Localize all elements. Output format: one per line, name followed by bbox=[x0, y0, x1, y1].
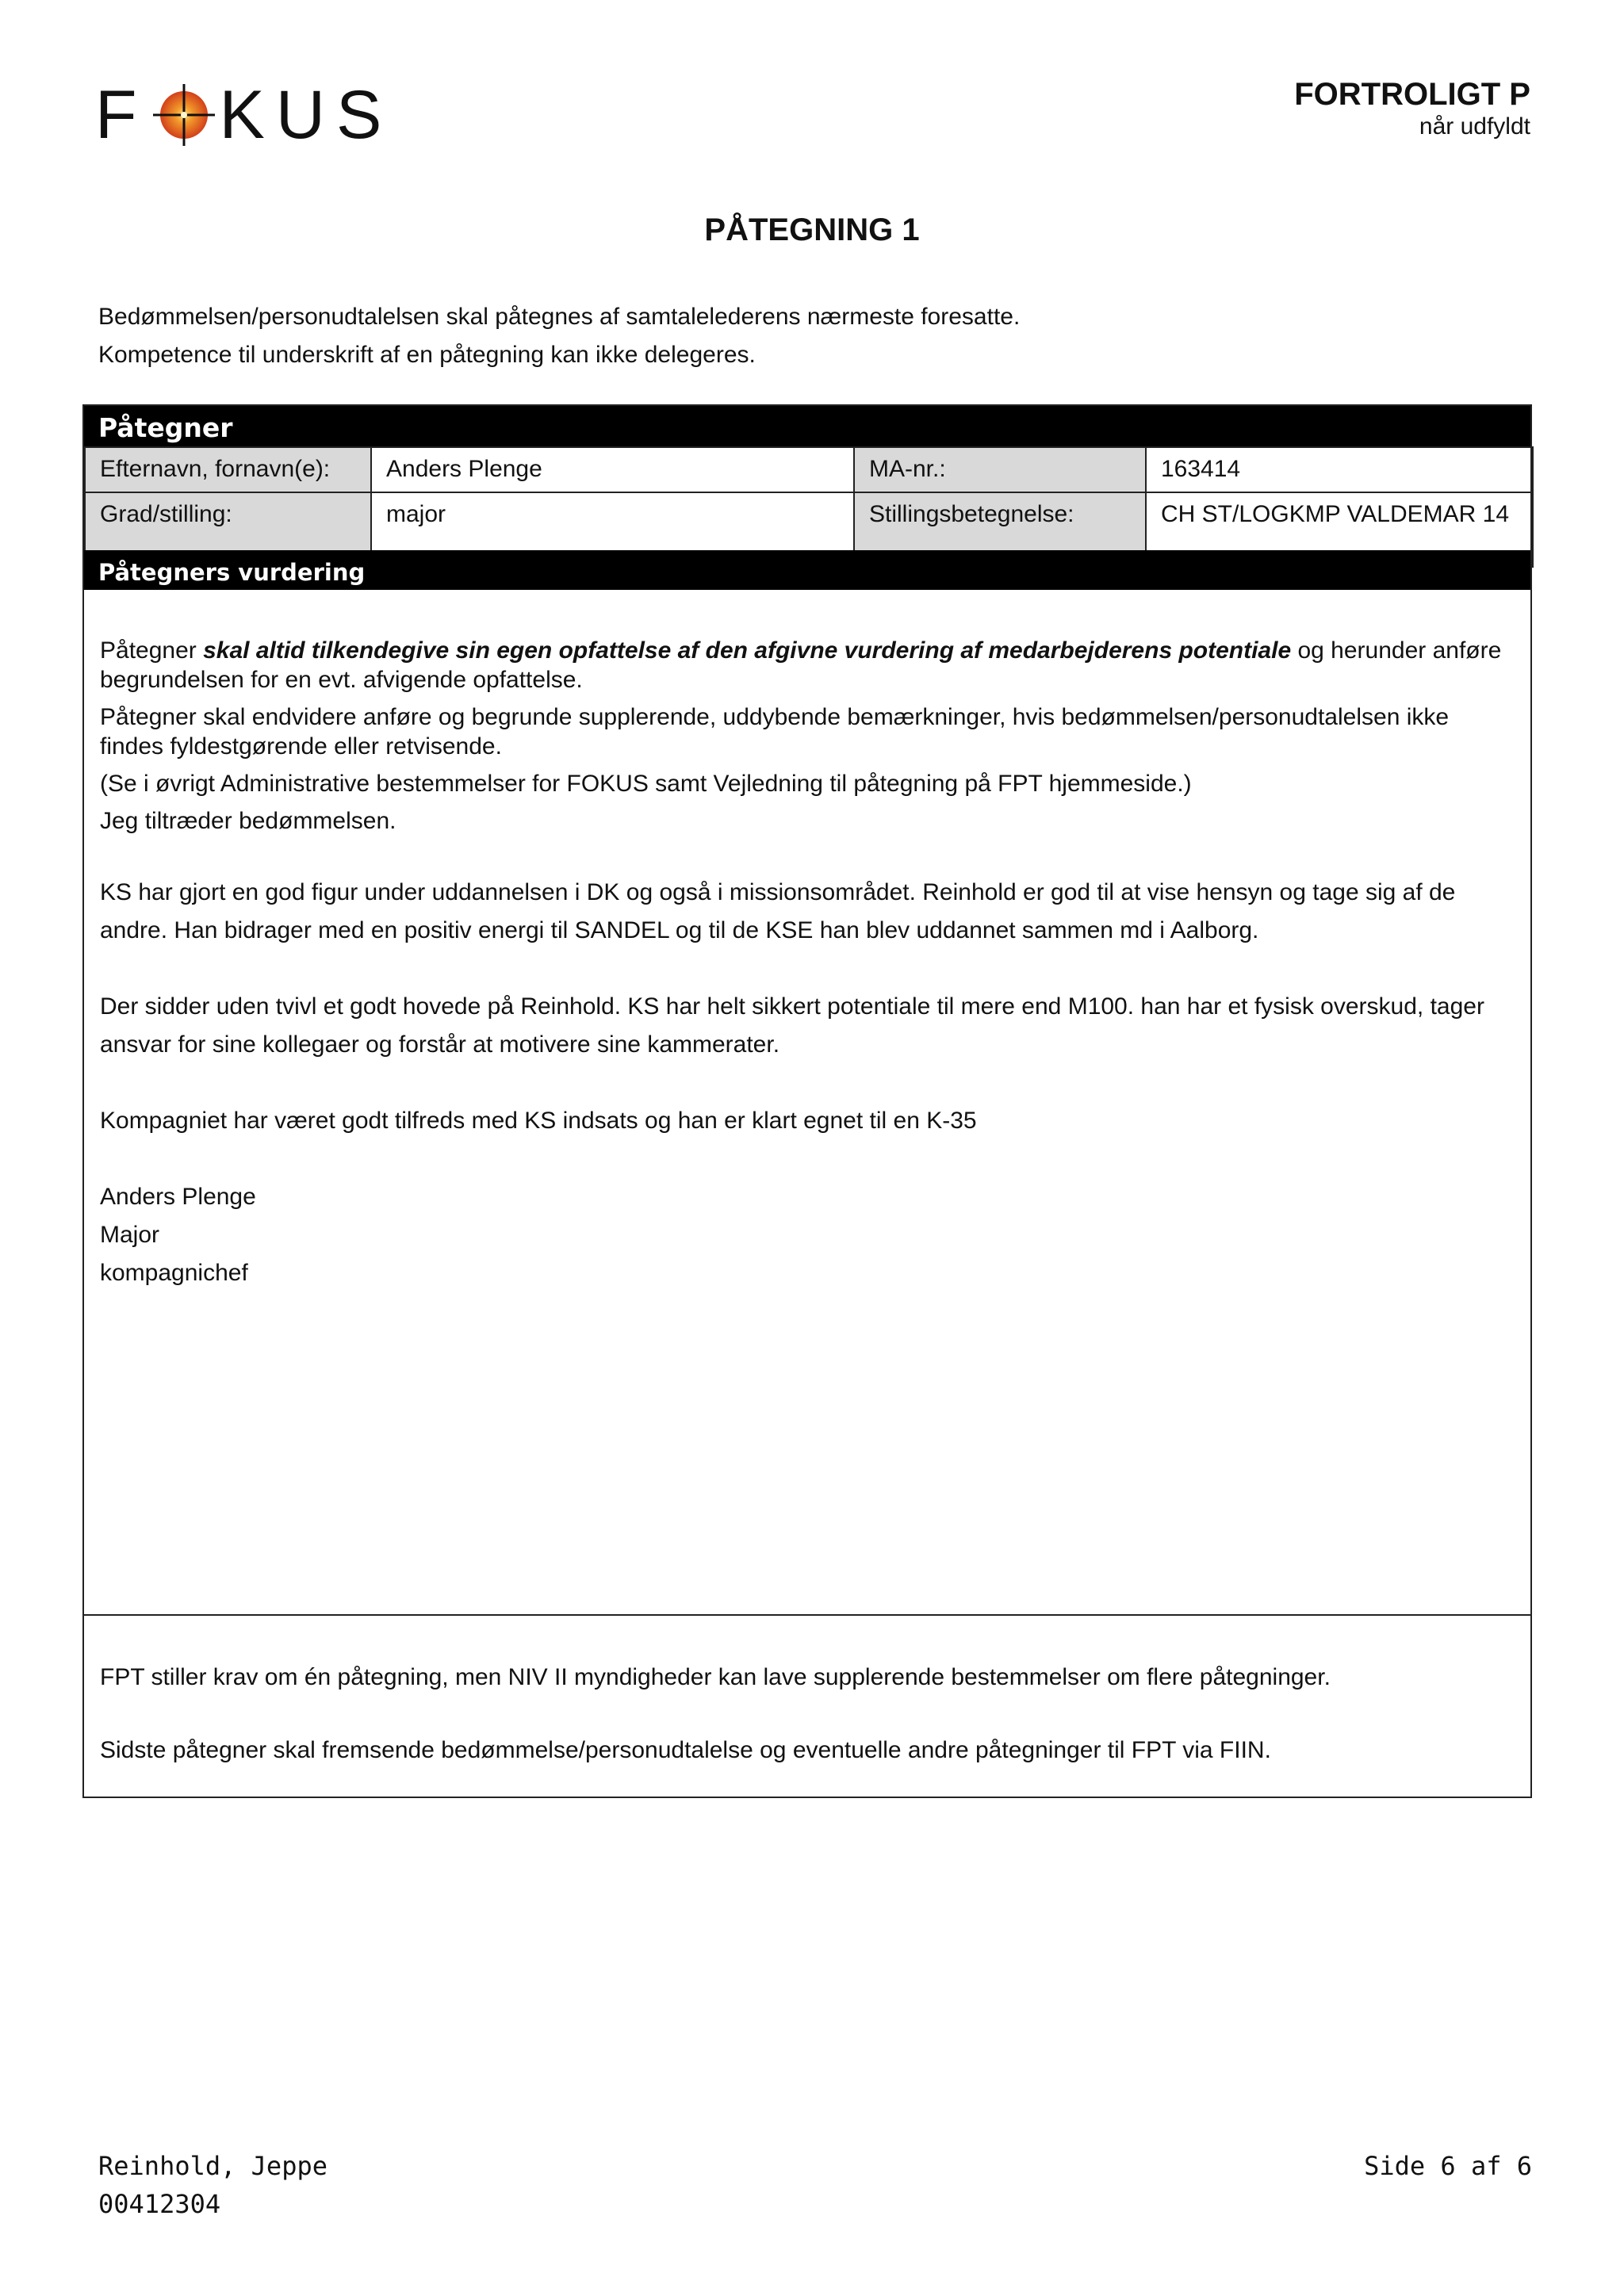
instruction-paragraph bbox=[100, 636, 1511, 695]
assessment-body bbox=[100, 636, 1511, 1292]
signature-name: Anders Plenge bbox=[100, 1184, 256, 1210]
footer-notes bbox=[100, 1659, 1511, 1770]
position-value: CH ST/LOGKMP VALDEMAR 14 bbox=[1146, 492, 1533, 567]
logo-letter-f: F bbox=[95, 77, 148, 153]
confidential-title: FORTROLIGT P bbox=[1294, 77, 1530, 112]
page-footer-person bbox=[98, 2147, 327, 2223]
assessment-paragraph: KS har gjort en god figur under uddannelsen i DK og også i missionsområdet. Reinhold er god til at vise hensyn og tage sig af de andre. Han bidrager med en positiv energi til SANDEL og til de KSE han blev uddannet sammen md i Aalborg. bbox=[100, 879, 1456, 943]
crosshair-icon bbox=[153, 84, 215, 146]
form-frame bbox=[82, 404, 1532, 1798]
instruction-paragraph: Jeg tiltræder bedømmelsen. bbox=[100, 808, 396, 834]
fokus-logo bbox=[95, 79, 428, 151]
position-label: Stillingsbetegnelse: bbox=[854, 492, 1146, 567]
name-label: Efternavn, fornavn(e): bbox=[85, 447, 371, 492]
signature-role: kompagnichef bbox=[100, 1260, 248, 1286]
instruction-paragraph: (Se i øvrigt Administrative bestemmelser for FOKUS samt Vejledning til påtegning på FPT hjemmeside.) bbox=[100, 771, 1192, 797]
section-header-vurdering: Påtegners vurdering bbox=[84, 550, 1530, 590]
intro-line: Kompetence til underskrift af en påtegning kan ikke delegeres. bbox=[98, 342, 756, 368]
table-row bbox=[85, 447, 1533, 492]
signature-block bbox=[100, 1178, 1511, 1292]
instruction-emphasis: skal altid tilkendegive sin egen opfattelse af den afgivne vurdering af medarbejderens potentiale bbox=[203, 637, 1292, 664]
footer-note: FPT stiller krav om én påtegning, men NIV II myndigheder kan lave supplerende bestemmelser om flere påtegninger. bbox=[100, 1664, 1331, 1690]
instruction-text: og herunder anføre begrundelsen for en evt. afvigende opfattelse. bbox=[100, 637, 1502, 693]
ma-nr-value: 163414 bbox=[1146, 447, 1533, 492]
logo-letters-kus: KUS bbox=[219, 77, 393, 153]
rank-label: Grad/stilling: bbox=[85, 492, 371, 567]
section-header-paategner: Påtegner bbox=[84, 406, 1530, 446]
assessment-paragraph: Der sidder uden tvivl et godt hovede på Reinhold. KS har helt sikkert potentiale til mere end M100. han har et fysisk overskud, tager ansvar for sine kollegaer og forstår at motivere sine kammerater. bbox=[100, 993, 1484, 1058]
intro-line: Bedømmelsen/personudtalelsen skal påtegnes af samtalelederens nærmeste foresatte. bbox=[98, 304, 1021, 330]
footer-person-name: Reinhold, Jeppe bbox=[98, 2151, 327, 2181]
signature-rank: Major bbox=[100, 1222, 160, 1248]
ma-nr-label: MA-nr.: bbox=[854, 447, 1146, 492]
divider bbox=[84, 1614, 1530, 1616]
page-title: PÅTEGNING 1 bbox=[704, 212, 920, 247]
intro-text bbox=[98, 298, 1020, 374]
confidential-subtitle: når udfyldt bbox=[1419, 113, 1530, 140]
footer-person-id: 00412304 bbox=[98, 2189, 221, 2219]
footer-note: Sidste påtegner skal fremsende bedømmelse/personudtalelse og eventuelle andre påtegninger til FPT via FIIN. bbox=[100, 1737, 1271, 1763]
rank-value: major bbox=[371, 492, 854, 567]
page-number: Side 6 af 6 bbox=[1364, 2151, 1532, 2181]
confidential-marker bbox=[1294, 76, 1530, 141]
instruction-text: Påtegner bbox=[100, 637, 204, 664]
name-value: Anders Plenge bbox=[371, 447, 854, 492]
instruction-paragraph: Påtegner skal endvidere anføre og begrunde supplerende, uddybende bemærkninger, hvis bedømmelsen/personudtalelsen ikke findes fyldestgørende eller retvisende. bbox=[100, 704, 1450, 760]
assessment-paragraph: Kompagniet har været godt tilfreds med KS indsats og han er klart egnet til en K-35 bbox=[100, 1108, 977, 1134]
